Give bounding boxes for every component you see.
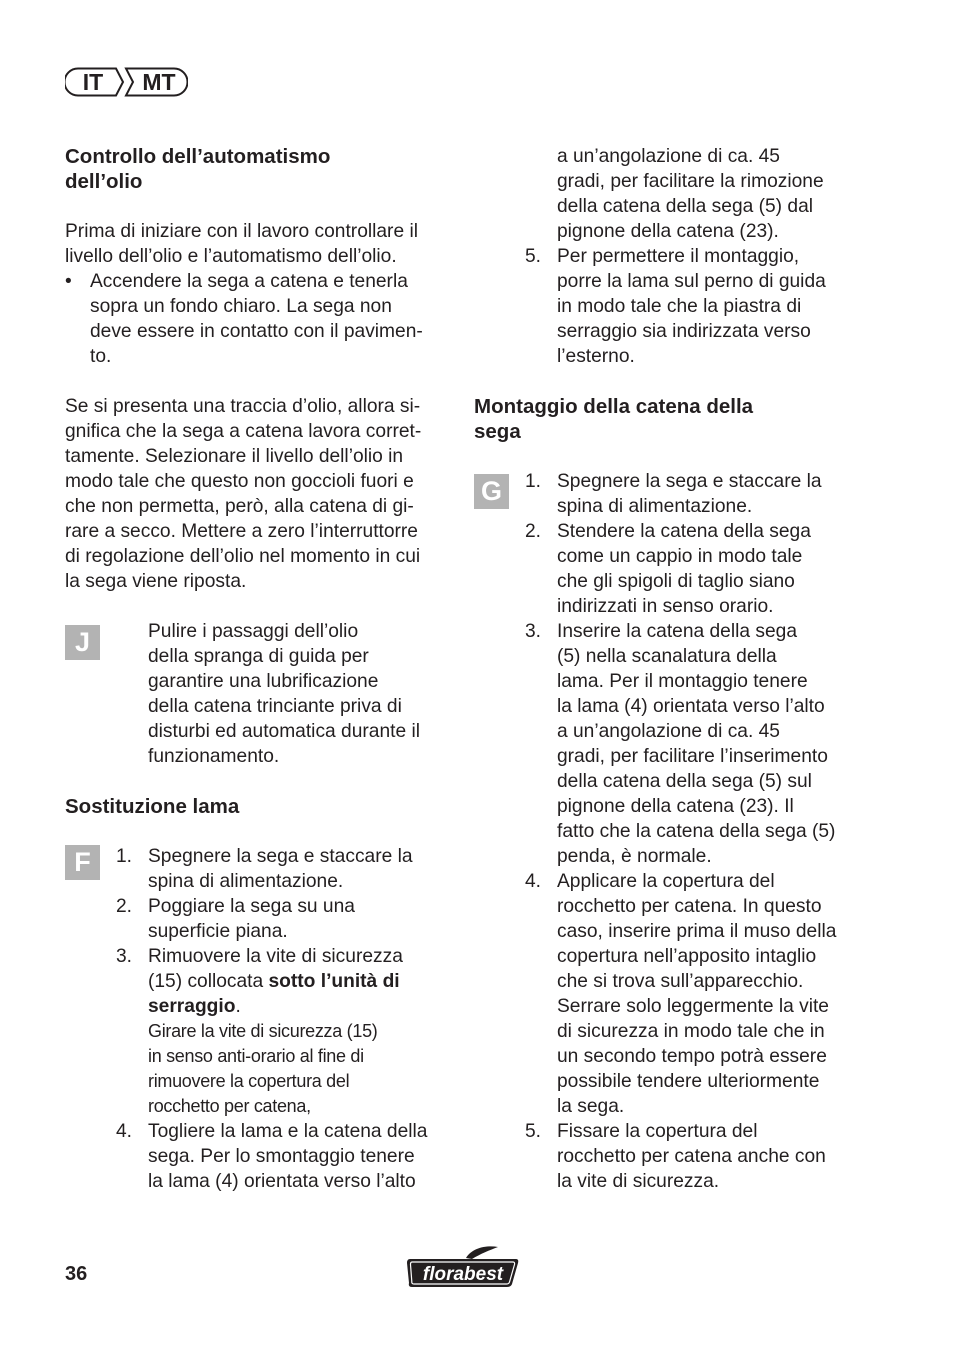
- list-number: 2.: [525, 521, 542, 542]
- figure-ref-f: F: [65, 845, 100, 880]
- svg-text:florabest: florabest: [422, 1264, 504, 1285]
- heading-oil-automatism: Controllo dell’automatismo dell’olio: [65, 145, 331, 193]
- list-item-f3: Rimuovere la vite di sicurezza (15) collocata sotto l’unità di serraggio. Girare la vite di sicurezza (15) in senso anti-orario al fine di rimuovere la copertura del rocchetto per catena,: [148, 946, 403, 1116]
- list-number: 4.: [525, 871, 542, 892]
- figure-ref-j: J: [65, 625, 100, 660]
- heading-chain-assembly: Montaggio della catena della sega: [474, 395, 754, 443]
- list-number: 3.: [116, 946, 133, 967]
- lang-it: IT: [82, 69, 104, 95]
- note-clean-oil-passages: Pulire i passaggi dell’olio della spranga di guida per garantire una lubrificazione della catena trinciante priva di disturbi ed automatica durante il funzionamento.: [148, 621, 420, 767]
- list-number: 4.: [116, 1121, 133, 1142]
- figure-ref-g: G: [474, 474, 509, 509]
- list-item-g4: Applicare la copertura del rocchetto per catena. In questo caso, inserire prima il muso della copertura nell’apposito intaglio che si trova sull’apparecchio. Serrare solo leggermente la vite di sicurezza in modo tale che in un secondo tempo potrà essere possibile tendere ulteriormente la sega.: [557, 871, 837, 1117]
- list-item-f4-continued: a un’angolazione di ca. 45 gradi, per facilitare la rimozione della catena della sega (5) dal pignone della catena (23).: [557, 146, 824, 242]
- list-item-f1: Spegnere la sega e staccare la spina di alimentazione.: [148, 846, 413, 892]
- florabest-logo: [406, 1244, 520, 1295]
- list-number: 3.: [525, 621, 542, 642]
- list-item-f4: Togliere la lama e la catena della sega. Per lo smontaggio tenere la lama (4) orientata verso l’alto: [148, 1121, 428, 1192]
- list-number: 1.: [525, 471, 542, 492]
- list-number: 5.: [525, 246, 542, 267]
- heading-blade-replacement: Sostituzione lama: [65, 795, 240, 818]
- paragraph-oil-trace: Se si presenta una traccia d’olio, allora si- gnifica che la sega a catena lavora corret- tamente. Selezionare il livello dell’olio in modo tale che questo non goccioli fuori e che non permetta, però, alla catena di gi- rare a secco. Mettere a zero l’interruttorre di regolazione dell’olio nel momento in cui la sega viene riposta.: [65, 396, 422, 592]
- list-item-f5: Per permettere il montaggio, porre la lama sul perno di guida in modo tale che la piastra di serraggio sia indirizzata verso l’esterno.: [557, 246, 826, 367]
- list-item-g5: Fissare la copertura del rocchetto per catena anche con la vite di sicurezza.: [557, 1121, 826, 1192]
- page-number: 36: [65, 1263, 88, 1285]
- bullet-marker: •: [65, 271, 72, 292]
- florabest-logo-icon: [406, 1244, 520, 1290]
- lang-badge-mt: [124, 67, 188, 97]
- list-number: 2.: [116, 896, 133, 917]
- lang-badge-it: [65, 67, 125, 97]
- list-item-g3: Inserire la catena della sega (5) nella scanalatura della lama. Per il montaggio tenere la lama (4) orientata verso l’alto a un’angolazione di ca. 45 gradi, per facilitare l’inserimento della catena della sega (5) sul pignone della catena (23). Il fatto che la catena della sega (5) penda, è normale.: [557, 621, 836, 867]
- bullet-item-switch-on: Accendere la sega a catena e tenerla sopra un fondo chiaro. La sega non deve essere in contatto con il pavimen- to.: [90, 271, 423, 367]
- paragraph-oil-check: Prima di iniziare con il lavoro controllare il livello dell’olio e l’automatismo dell’olio.: [65, 221, 418, 267]
- list-item-f2: Poggiare la sega su una superficie piana.: [148, 896, 355, 942]
- lang-mt: MT: [142, 69, 176, 95]
- list-item-g2: Stendere la catena della sega come un cappio in modo tale che gli spigoli di taglio siano indirizzati in senso orario.: [557, 521, 811, 617]
- list-number: 1.: [116, 846, 133, 867]
- list-item-g1: Spegnere la sega e staccare la spina di alimentazione.: [557, 471, 822, 517]
- list-number: 5.: [525, 1121, 542, 1142]
